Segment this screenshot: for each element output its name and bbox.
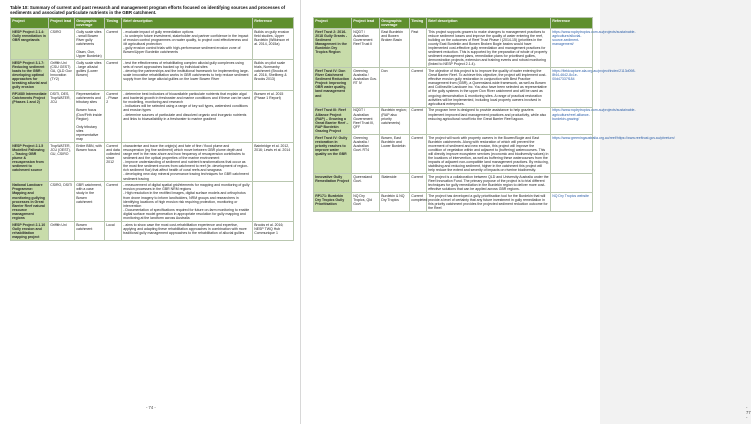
timing-cell: Current xyxy=(410,107,427,134)
header-row xyxy=(11,18,294,29)
lead-cell: Griffith Uni xyxy=(49,221,75,240)
header-project: Project xyxy=(11,18,49,29)
table-row xyxy=(314,28,593,67)
header-geo: Geographic coverage xyxy=(380,18,410,29)
reference-cell: https://www.nqdrytropics.com.au/projects/sustainable-agriculture/alluvial-source-sediment-management/ xyxy=(551,28,593,67)
timing-cell: Current completed xyxy=(410,193,427,212)
table-row xyxy=(11,143,294,182)
project-cell: NESP Project 2.1.4: Gully remediation in GBR rangelands xyxy=(11,28,49,59)
timing-cell: Current xyxy=(105,182,122,221)
timing-cell: Current - Phase 2 xyxy=(105,91,122,143)
lead-cell: CSIRO xyxy=(49,28,75,59)
reference-cell: https://fieldcapture.ala.org.au/project/index/2113d098-8f44-4642-8c1e-00d47337f184 xyxy=(551,68,593,107)
description-cell: The program here is designed to provide assistance to help graziers implement improved land management practices and productivity, while also reducing agricultural runoff into the Great Barrier Reef lagoon. xyxy=(427,107,551,134)
description-cell: - evaluate impact of gully remediation options - to underpin future investment, stakeholder and partner confidence in the impact of erosion control programmes on water quality, to project cost effectiveness and /dt agricultural protection - gully erosion control trials with high-performance sediment erosion zone of Bowen/Upper Burdekin catchments xyxy=(122,28,253,59)
table-row xyxy=(314,174,593,193)
timing-cell: Current xyxy=(410,174,427,193)
table-row xyxy=(314,193,593,212)
geo-cell: Burdekin region; (RAP also priority catchments) xyxy=(380,107,410,134)
geo-cell: Bowen catchment xyxy=(75,221,105,240)
reference-cell xyxy=(253,182,294,221)
table-row xyxy=(11,91,294,143)
timing-cell: Current xyxy=(410,134,427,173)
description-cell: - measurement of digital spatial grid/elements for mapping and monitoring of gully erosion processes in the GBR NRM regions - High resolution in the rectified images, digital surface models and orthophotos from drone imagery to inform landholders, NRM groups and researchers in identifying locations of high erosion risk requiring protection, monitoring or intervention - Documentation of specifications required for future on-farm monitoring to enable digital surface model generation in appropriate resolution for gully mapping and monitoring at the landform across Australia xyxy=(122,182,253,221)
description-cell: The objective of this project is to improve the quality of water entering the Great Barrier Reef. To achieve this objective, the project will implement cost-effective erosion gully restoration in conjunction with Best Practice management from (GBR), a Queensland-wide framework, as well as Bowen and Collinsville Landcare inc. You also have been selected as representative of the gully systems in the upper Don River catchment and will be used as ongoing demonstration & monitoring sites. A range of practical restoration activities will be implemented, including local property owners involved in agricultural enterprises. xyxy=(427,68,551,107)
reference-cell: Builds on pilot scale trials, Normanby catchment (Brooks et al. 2016, Shellberg & Brooks 2013) xyxy=(253,60,294,91)
reference-cell: https://www.nqdrytropics.com.au/projects/sustainable-agriculture/reef-alliance-burdekin-grazing/ xyxy=(551,107,593,134)
header-row xyxy=(314,18,593,29)
timing-cell: Current xyxy=(410,68,427,107)
lead-cell: DSITI, DES, TropWATER, JCU xyxy=(49,91,75,143)
reference-cell: Bunsen et al. 2015 (Phase 1 Report) xyxy=(253,91,294,143)
lead-cell: NQDT / Australian Government Reef Trust III, QFF xyxy=(352,107,380,134)
timing-cell: Current and data collected since 2012 xyxy=(105,143,122,182)
geo-cell: Don xyxy=(380,68,410,107)
header-project: Project xyxy=(314,18,352,29)
reference-cell: https://www.greeningaustralia.org.au/reef/https://www.reeftrust.gov.au/pbreturn/ xyxy=(551,134,593,173)
project-cell: NESP Project 3.1.7: Reducing sediment loads to the GBR: developing optimal approaches for breaking alluvial and gully erosion xyxy=(12,60,47,90)
project-cell: Reef Trust IV: Don River Catchment Sediment Reduction Project: Improving GBR water quality, land management and xyxy=(314,68,352,107)
table-row xyxy=(11,60,294,91)
geo-cell: Entire BBN, with Bowen focus xyxy=(75,143,105,182)
header-reference: Reference xyxy=(551,18,593,29)
description-cell: - determine best indicators of bioavailable particulate nutrients that explain algal and bacterial growth in freshwater and marine conditions and if these can be used for modelling, monitoring and research - indicators will be selected using a range of key soil types, watershed conditions and erosion types - determine sources of particulate and dissolved organic and inorganic nutrients and links to bioavailability in a freshwater to marine gradient xyxy=(122,91,253,143)
table-row xyxy=(11,221,294,240)
description-cell: The project has developed a gully prioritisation tool for the Burdekin that will provide a level of certainty that any future investment in gully remediation in this priority catchment provides the projected sediment reduction outcome for the Reef. xyxy=(427,193,551,212)
geo-cell: Gully scale sites - large alluvial gullies (Lower Bowen) xyxy=(75,60,105,91)
reference-cell xyxy=(551,174,593,193)
geo-cell: Statewide xyxy=(380,174,410,193)
lead-cell: Greening Australia / Australian Govt. RT4 xyxy=(352,134,380,173)
header-geo: Geographic coverage xyxy=(75,18,105,29)
geo-cell: GBR catchment, with a case study in the Bowen catchment xyxy=(75,182,105,221)
header-description: Brief description xyxy=(122,18,253,29)
lead-cell: Queensland Govt. xyxy=(352,174,380,193)
project-cell: NESP Project 2.1.5 Modelled Fallowing – Tracing GBR plume & resuspension from sediment to catchment source xyxy=(11,143,49,182)
lead-cell: Griffith Uni (CSU GEST) GA, QLD Gov Innovation (TY2) xyxy=(49,60,75,91)
page-number: - 74 - xyxy=(146,405,156,410)
project-cell: Reef Trust IV: Gully restoration in priority reaches to improve water quality on the GBR xyxy=(314,134,352,173)
header-timing: Timing xyxy=(410,18,427,29)
timing-cell: Current xyxy=(105,28,122,59)
project-cell: Innovative Gully Remediation Project xyxy=(314,174,352,193)
table-row xyxy=(11,182,294,221)
reference-cell: Brooks et al. 2016; NESP TWQ Hub Communique 1 xyxy=(253,221,294,240)
project-cell: National Landcare Programme: Mapping and monitoring gullying processes in Great Barrier Reef natural resource management regions xyxy=(11,182,49,221)
geo-cell: Bowen, East Burdekin and Lower Burdekin xyxy=(380,134,410,173)
right-summary-table xyxy=(313,17,675,212)
geo-cell: Gully scale sites - small Bowen River gully catchments Olsøn, Oun, Upper Burdekin) xyxy=(75,28,105,59)
timing-cell: Current xyxy=(105,60,122,91)
table-row xyxy=(314,68,593,107)
lead-cell: NQ Dry Tropics, Qld Govt xyxy=(352,193,380,212)
project-cell: RP171: Burdekin Dry Tropics Gully Prioritisation xyxy=(314,193,352,212)
geo-cell: East Burdekin and Bowen Broken Basin xyxy=(380,28,410,67)
header-timing: Timing xyxy=(105,18,122,29)
description-cell: characterise and trace the origin(s) and fate of fine / flood plume and resuspension (eg fine sediment) which move between GBR plume depth and range reef in the near-shore and how frequency of resuspension contributes to sediment and the optical properties of the marine environment - improve understanding of sediment and nutrient transformations that occur as the most fine sediment moves from catchment to reef (ie. development of region-rich sediment flux) that affect health of coral reefs and seagrass - developing new clay mineral provenance tracing techniques for GBR catchment sediment tracing xyxy=(122,143,253,182)
description-cell: - aims to show case the most cost-rehabilitation experience and expertise, applying and adapting these rehabilitation approaches in combination with more traditional gully management approaches to the rehabilitation of alluvial gullies xyxy=(122,221,253,240)
header-lead: Project lead xyxy=(352,18,380,29)
geo-cell: Burdekin & NQ Dry Tropics xyxy=(380,193,410,212)
description-cell: The project will work with property owners in the Bowen/Bogie and East Burdekin catchments. Along with restoration of which will prevent the movement of sediment and new erosion, this project will improve the condition of vegetation within and adjacent to (buffering) watercourses. This will directly improve ecosystem services (economic and biodiversity values) in the locations of intervention, as well as buffering these watercourses from the impacts of adjacent non-compatible land management practices. By reducing, stabilising and reducing sediment, higher in the catchment this project will help reduce the extent and severity of impacts on riverine biodiversity. xyxy=(428,135,549,173)
description-cell: - test the effectiveness of rehabilitating complex alluvial gully complexes using sets of novel approaches backed up by individual sites - develop the partnerships and the institutional framework for implementing large-scale innovative rehabilitation works in GBR catchments to help reduce sediment supply from the large alluvial gullies on the lower Bowen River xyxy=(122,60,253,91)
header-reference: Reference xyxy=(253,18,294,29)
table-row xyxy=(314,134,593,173)
reference-cell: Bainbridge et al. 2012, 2016; Lewis et al. 2014 xyxy=(253,143,294,182)
lead-cell: TropWATER, JCU (OEST), GU, CSIRO xyxy=(49,143,75,182)
lead-cell: CSIRO, DSITI xyxy=(49,182,75,221)
page-number: - 77 - xyxy=(746,405,751,420)
description-cell: The project is a collaboration between QLD and University Australia under the Reef Innovation Fund. The primary purpose of the project is to trial different techniques for gully remediation in the Burdekin region to deliver more cost-effective solutions that can be applied across GBR regions. xyxy=(428,175,549,192)
project-cell: RP1680 Intermediate Catchments Project (Phases 1 and 2) xyxy=(11,91,49,143)
header-lead: Project lead xyxy=(49,18,75,29)
timing-cell: Local xyxy=(105,221,122,240)
timing-cell: Past xyxy=(410,28,427,67)
project-cell: Reef Trust 2: 2016-2018 Gully Grants - Sediment Management in the Burdekin Dry Tropics Region xyxy=(314,28,352,67)
project-cell: Reef Trust III: Reef Alliance Project (RAP) – Growing a Great Barrier Reef – RAP Burdekin Grazing Project xyxy=(314,107,352,134)
table-row xyxy=(11,28,294,59)
geo-cell: Representative catchments and tributary sites Bowen focus (Don/Firth inside Region) Only tributary sites representative map xyxy=(75,91,105,143)
left-summary-table xyxy=(10,17,294,241)
reference-cell: NQ Dry Tropics website xyxy=(551,193,593,212)
description-cell: This project supports grazers to make changes to management practices to reduce sediment losses and improve the quality of water entering the reef, building on the outcomes of Reef Trust Phase I (2014-15) (priorities in the county East Burdekin and Bowen Broken Bogie basins would have implemented cost-effective gully remediation and management practices for sediment reduction. This is supported by the preparation of whole of property sediment management plans, remediation plans for prioritised gullies, demonstration projects, extension and training events and robust monitoring (linked to NESP Project 2.1.4). xyxy=(427,28,551,67)
header-description: Brief description xyxy=(427,18,551,29)
table-row xyxy=(314,107,593,134)
lead-cell: Greening Australia / Australian Gov. RT IV xyxy=(352,68,380,107)
project-cell: NESP Project 2.1.10 Gully erosion and rehabilitation mapping project xyxy=(11,221,49,240)
reference-cell: Builds on gully erosion field studies, Upper Burdekin (Wilkinson et al. 2014, 2015a) xyxy=(253,28,294,59)
lead-cell: NQDT / Australian Government Reef Trust II xyxy=(352,28,380,67)
table-title: Table 10: Summary of current and past research and management program efforts focused on identifying sources and processes of sediments and associated particulate nutrients in the GBR catchment. xyxy=(10,5,286,16)
